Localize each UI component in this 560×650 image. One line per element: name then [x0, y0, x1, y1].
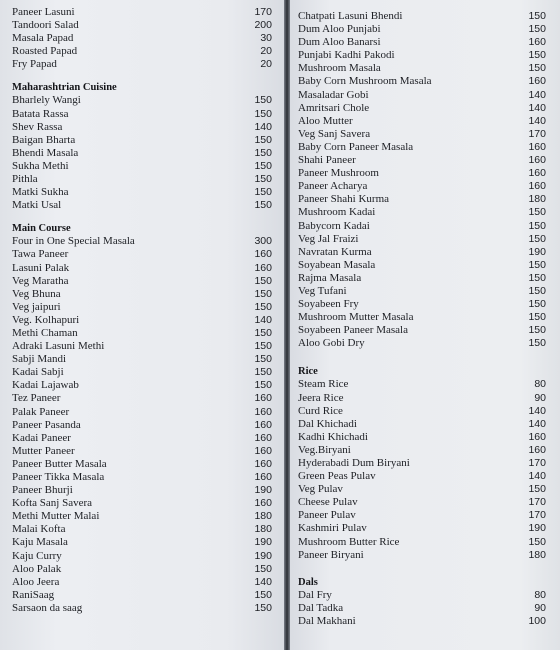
menu-item [12, 484, 272, 497]
menu-item [298, 405, 550, 418]
menu-item-price: 150 [254, 133, 272, 146]
menu-item-price: 150 [254, 287, 272, 300]
menu-item-name: Aloo Gobi Dry [298, 337, 365, 350]
menu-item-price: 150 [254, 173, 272, 186]
menu-item [298, 549, 550, 562]
menu-item-price: 150 [528, 311, 546, 324]
menu-item-price: 160 [528, 154, 546, 167]
menu-item [298, 509, 550, 522]
menu-item [12, 186, 272, 199]
menu-item-name: Mushroom Masala [298, 62, 381, 75]
menu-item-price: 160 [528, 36, 546, 49]
menu-item-name: Paneer Bhurji [12, 484, 73, 497]
menu-item-price: 200 [254, 19, 272, 32]
menu-item-price: 150 [254, 601, 272, 614]
menu-item-price: 150 [254, 199, 272, 212]
menu-item [12, 563, 272, 576]
menu-item-name: Kadai Lajawab [12, 379, 79, 392]
menu-item-name: Palak Paneer [12, 405, 70, 418]
menu-item-price: 170 [254, 6, 272, 18]
menu-item [12, 262, 272, 275]
menu-item-price: 150 [528, 10, 546, 22]
menu-item-price: 150 [528, 324, 546, 337]
menu-item-name: Jeera Rice [298, 391, 344, 404]
menu-item-price: 160 [254, 444, 272, 457]
menu-item-price: 20 [260, 58, 272, 71]
menu-item [298, 259, 550, 272]
menu-item [12, 523, 272, 536]
menu-item-name: Veg Jal Fraizi [298, 232, 359, 245]
menu-item-name: Veg Maratha [12, 274, 69, 287]
menu-item-price: 180 [528, 548, 546, 561]
menu-item-price: 190 [254, 536, 272, 549]
menu-item-name: Methi Chaman [12, 326, 78, 339]
menu-item-name: Paneer Acharya [298, 180, 368, 193]
menu-item-name: Kadai Paneer [12, 431, 71, 444]
menu-item-name: Adraki Lasuni Methi [12, 340, 105, 353]
menu-item-price: 160 [528, 180, 546, 193]
menu-item [12, 589, 272, 602]
menu-item-name: Amritsari Chole [298, 101, 370, 114]
menu-item-price: 80 [534, 378, 546, 391]
menu-item-price: 160 [254, 457, 272, 470]
menu-item-price: 140 [254, 120, 272, 133]
menu-item [12, 301, 272, 314]
top-items-list [12, 6, 272, 71]
menu-item-price: 90 [534, 391, 546, 404]
menu-item-price: 150 [528, 62, 546, 75]
menu-item-price: 30 [260, 32, 272, 45]
menu-item-name: Shahi Paneer [298, 154, 356, 167]
menu-item-name: Aloo Palak [12, 562, 62, 575]
menu-item-name: Dum Aloo Punjabi [298, 23, 381, 36]
menu-item-name: Bharlely Wangi [12, 94, 81, 107]
menu-item-price: 90 [534, 601, 546, 614]
menu-item [298, 62, 550, 75]
menu-item-price: 170 [528, 496, 546, 509]
menu-item [298, 536, 550, 549]
menu-item [12, 45, 272, 58]
menu-item-name: Paneer Tikka Masala [12, 471, 105, 483]
curry-items-list [298, 10, 550, 350]
menu-item [298, 285, 550, 298]
menu-item-price: 180 [254, 510, 272, 523]
menu-item-price: 150 [254, 146, 272, 159]
menu-item [298, 470, 550, 483]
menu-item [298, 246, 550, 259]
menu-item [298, 10, 550, 23]
menu-item [12, 406, 272, 419]
menu-item-price: 160 [528, 443, 546, 456]
menu-item-name: Babycorn Kadai [298, 219, 370, 232]
menu-item [12, 510, 272, 523]
menu-item-name: Mushroom Butter Rice [298, 535, 400, 548]
menu-item-price: 150 [254, 274, 272, 287]
menu-item [298, 392, 550, 405]
menu-item-price: 190 [254, 484, 272, 497]
menu-item-name: Aloo Mutter [298, 114, 353, 127]
menu-item-name: Aloo Jeera [12, 575, 60, 588]
menu-item [12, 199, 272, 212]
menu-item-price: 170 [528, 509, 546, 522]
menu-item-name: Veg Tufani [298, 284, 347, 297]
menu-item [298, 444, 550, 457]
menu-item-name: Mushroom Mutter Masala [298, 311, 414, 324]
menu-item-name: RaniSaag [12, 588, 55, 601]
menu-item-price: 140 [528, 404, 546, 417]
menu-item-name: Methi Mutter Malai [12, 510, 100, 523]
menu-item-name: Curd Rice [298, 404, 343, 417]
menu-item [12, 58, 272, 71]
menu-item [298, 589, 550, 602]
menu-item [12, 134, 272, 147]
menu-item-name: Chatpati Lasuni Bhendi [298, 10, 403, 22]
menu-item-name: Mushroom Kadai [298, 206, 376, 219]
menu-item-price: 140 [528, 114, 546, 127]
menu-item [12, 94, 272, 107]
menu-item-price: 150 [528, 206, 546, 219]
section-heading-dals: Dals [298, 576, 318, 588]
menu-item [12, 6, 272, 19]
menu-item [12, 379, 272, 392]
menu-item-name: Paneer Pasanda [12, 418, 81, 431]
menu-item [298, 154, 550, 167]
menu-item [12, 536, 272, 549]
menu-item [12, 121, 272, 134]
menu-item [298, 298, 550, 311]
menu-item-name: Sukha Methi [12, 159, 69, 172]
menu-item-name: Dal Fry [298, 588, 332, 601]
menu-item-price: 150 [254, 562, 272, 575]
menu-item [12, 108, 272, 121]
menu-item-name: Matki Sukha [12, 186, 69, 199]
menu-item-name: Tawa Paneer [12, 248, 69, 261]
menu-item-name: Baby Corn Paneer Masala [298, 140, 414, 153]
menu-item [12, 147, 272, 160]
menu-item [12, 550, 272, 563]
menu-item-price: 150 [528, 49, 546, 62]
menu-item-name: Kaju Masala [12, 536, 68, 549]
menu-item-name: Paneer Lasuni [12, 6, 75, 18]
menu-item-name: Hyderabadi Dum Biryani [298, 457, 410, 469]
menu-item-name: Paneer Butter Masala [12, 457, 107, 470]
menu-item-price: 140 [254, 575, 272, 588]
menu-item-price: 170 [528, 127, 546, 140]
menu-item-name: Lasuni Palak [12, 261, 70, 274]
menu-item-price: 150 [254, 326, 272, 339]
menu-item-name: Veg. Kolhapuri [12, 313, 80, 326]
menu-item-price: 150 [254, 588, 272, 601]
menu-item-price: 140 [528, 417, 546, 430]
menu-item-price: 150 [254, 340, 272, 353]
menu-item-price: 170 [528, 457, 546, 469]
menu-item-price: 80 [534, 588, 546, 601]
menu-item [298, 483, 550, 496]
menu-item-price: 150 [254, 107, 272, 120]
menu-item-price: 190 [254, 549, 272, 562]
menu-item [12, 32, 272, 45]
menu-item [298, 220, 550, 233]
menu-item-name: Masaladar Gobi [298, 88, 369, 101]
menu-page-right [290, 0, 560, 650]
menu-item-price: 180 [528, 193, 546, 206]
menu-item-name: Tandoori Salad [12, 19, 79, 32]
menu-item-price: 100 [528, 614, 546, 627]
menu-item-price: 150 [528, 232, 546, 245]
menu-item [298, 115, 550, 128]
menu-item-name: Soyabeen Fry [298, 298, 359, 311]
dals-items-list [298, 589, 550, 628]
menu-item-price: 150 [528, 337, 546, 350]
menu-item-price: 160 [254, 248, 272, 261]
menu-item-name: Mutter Paneer [12, 444, 75, 457]
menu-item [298, 496, 550, 509]
menu-item [298, 602, 550, 615]
menu-item-name: Sarsaon da saag [12, 601, 83, 614]
menu-item [298, 337, 550, 350]
menu-item [298, 324, 550, 337]
menu-item-price: 180 [254, 523, 272, 536]
menu-item [298, 431, 550, 444]
menu-item-price: 160 [528, 140, 546, 153]
menu-item-name: Steam Rice [298, 378, 349, 391]
menu-item [298, 75, 550, 88]
menu-item-name: Bhendi Masala [12, 146, 79, 159]
menu-item [298, 272, 550, 285]
menu-item-name: Veg Pulav [298, 483, 343, 496]
menu-item-price: 150 [254, 186, 272, 199]
menu-item-name: Dum Aloo Banarsi [298, 36, 381, 49]
menu-item-name: Punjabi Kadhi Pakodi [298, 49, 395, 62]
menu-item-price: 150 [528, 298, 546, 311]
menu-item-name: Soyabean Masala [298, 258, 376, 271]
menu-item-name: Paneer Mushroom [298, 167, 379, 180]
menu-item-price: 150 [528, 284, 546, 297]
menu-item [12, 275, 272, 288]
menu-item-name: Veg Bhuna [12, 287, 61, 300]
menu-item-name: Baigan Bharta [12, 133, 76, 146]
menu-item-price: 150 [528, 271, 546, 284]
menu-item [12, 458, 272, 471]
menu-item [298, 418, 550, 431]
menu-item-price: 190 [528, 522, 546, 535]
menu-item-price: 140 [528, 101, 546, 114]
menu-item-price: 150 [528, 219, 546, 232]
menu-item-name: Sabji Mandi [12, 353, 67, 366]
menu-item-name: Shev Rassa [12, 120, 63, 133]
menu-item-name: Soyabeen Paneer Masala [298, 324, 408, 337]
menu-item-name: Paneer Pulav [298, 509, 356, 522]
menu-item-price: 150 [254, 379, 272, 392]
menu-item-price: 150 [254, 353, 272, 366]
menu-item [298, 233, 550, 246]
menu-item [12, 327, 272, 340]
menu-item-name: Veg Sanj Savera [298, 127, 371, 140]
menu-item-name: Kofta Sanj Savera [12, 497, 93, 510]
menu-item-price: 190 [528, 245, 546, 258]
menu-item [298, 49, 550, 62]
menu-item [12, 248, 272, 261]
rice-items-list [298, 378, 550, 561]
menu-item-price: 160 [254, 392, 272, 405]
menu-item-name: Paneer Biryani [298, 548, 364, 561]
menu-item [12, 576, 272, 589]
menu-item [298, 615, 550, 628]
menu-item-name: Dal Tadka [298, 601, 344, 614]
menu-item [298, 141, 550, 154]
menu-item-name: Veg.Biryani [298, 443, 351, 456]
menu-item-price: 150 [254, 94, 272, 107]
menu-item [12, 392, 272, 405]
menu-item-price: 160 [528, 167, 546, 180]
menu-item [12, 160, 272, 173]
menu-item-name: Paneer Shahi Kurma [298, 193, 390, 206]
menu-item [12, 432, 272, 445]
menu-item-price: 150 [528, 23, 546, 36]
menu-item-name: Batata Rassa [12, 107, 69, 120]
menu-item-price: 140 [528, 470, 546, 483]
menu-item [12, 366, 272, 379]
menu-item-price: 160 [254, 471, 272, 483]
menu-item [298, 457, 550, 470]
menu-item-price: 160 [528, 75, 546, 88]
menu-item [12, 602, 272, 615]
menu-item-price: 160 [254, 431, 272, 444]
menu-item-price: 150 [528, 258, 546, 271]
menu-item-price: 150 [254, 366, 272, 379]
menu-item-name: Kaju Curry [12, 549, 62, 562]
menu-item [298, 193, 550, 206]
menu-item [298, 522, 550, 535]
menu-item-name: Matki Usal [12, 199, 62, 212]
menu-item [12, 419, 272, 432]
menu-item-name: Masala Papad [12, 32, 74, 45]
menu-item-name: Navratan Kurma [298, 245, 372, 258]
menu-item-price: 150 [254, 159, 272, 172]
menu-item-price: 150 [528, 483, 546, 496]
menu-item-name: Roasted Papad [12, 45, 78, 58]
menu-item-price: 160 [254, 261, 272, 274]
menu-item-price: 150 [528, 535, 546, 548]
section-heading-rice: Rice [298, 366, 318, 378]
menu-item [298, 36, 550, 49]
menu-item-name: Baby Corn Mushroom Masala [298, 75, 432, 88]
menu-item-name: Kadai Sabji [12, 366, 64, 379]
menu-item-price: 150 [254, 300, 272, 313]
menu-item-name: Dal Makhani [298, 614, 356, 627]
menu-item [12, 314, 272, 327]
menu-item [12, 353, 272, 366]
menu-item [12, 445, 272, 458]
menu-item [12, 288, 272, 301]
menu-item-name: Kadhi Khichadi [298, 430, 368, 443]
menu-item [298, 128, 550, 141]
menu-item-price: 160 [254, 418, 272, 431]
menu-item-name: Veg jaipuri [12, 300, 61, 313]
menu-item [12, 19, 272, 32]
menu-item [298, 180, 550, 193]
menu-item-price: 160 [528, 430, 546, 443]
menu-item-price: 300 [254, 235, 272, 248]
menu-item-name: Green Peas Pulav [298, 470, 376, 483]
menu-item-name: Cheese Pulav [298, 496, 358, 509]
maharashtrian-items-list [12, 94, 272, 212]
menu-item-name: Four in One Special Masala [12, 235, 135, 248]
menu-item-price: 140 [254, 313, 272, 326]
menu-item [298, 102, 550, 115]
menu-item-price: 160 [254, 405, 272, 418]
menu-item [12, 340, 272, 353]
menu-item-price: 140 [528, 88, 546, 101]
menu-item [298, 311, 550, 324]
menu-item [12, 173, 272, 186]
section-heading-main-course: Main Course [12, 223, 71, 235]
menu-item [298, 378, 550, 391]
menu-item [12, 471, 272, 484]
main-course-items-list [12, 235, 272, 615]
menu-item-price: 20 [260, 45, 272, 58]
menu-item [298, 89, 550, 102]
menu-item [298, 206, 550, 219]
menu-item-name: Kashmiri Pulav [298, 522, 367, 535]
menu-item-price: 160 [254, 497, 272, 510]
menu-item-name: Malai Kofta [12, 523, 66, 536]
section-heading-maharashtrian: Maharashtrian Cuisine [12, 82, 117, 94]
menu-item [298, 23, 550, 36]
menu-item [298, 167, 550, 180]
menu-item-name: Dal Khichadi [298, 417, 357, 430]
menu-item-name: Tez Paneer [12, 392, 61, 405]
menu-item [12, 235, 272, 248]
menu-item-name: Fry Papad [12, 58, 57, 71]
menu-item [12, 497, 272, 510]
menu-item-name: Rajma Masala [298, 271, 362, 284]
menu-item-name: Pithla [12, 173, 38, 186]
